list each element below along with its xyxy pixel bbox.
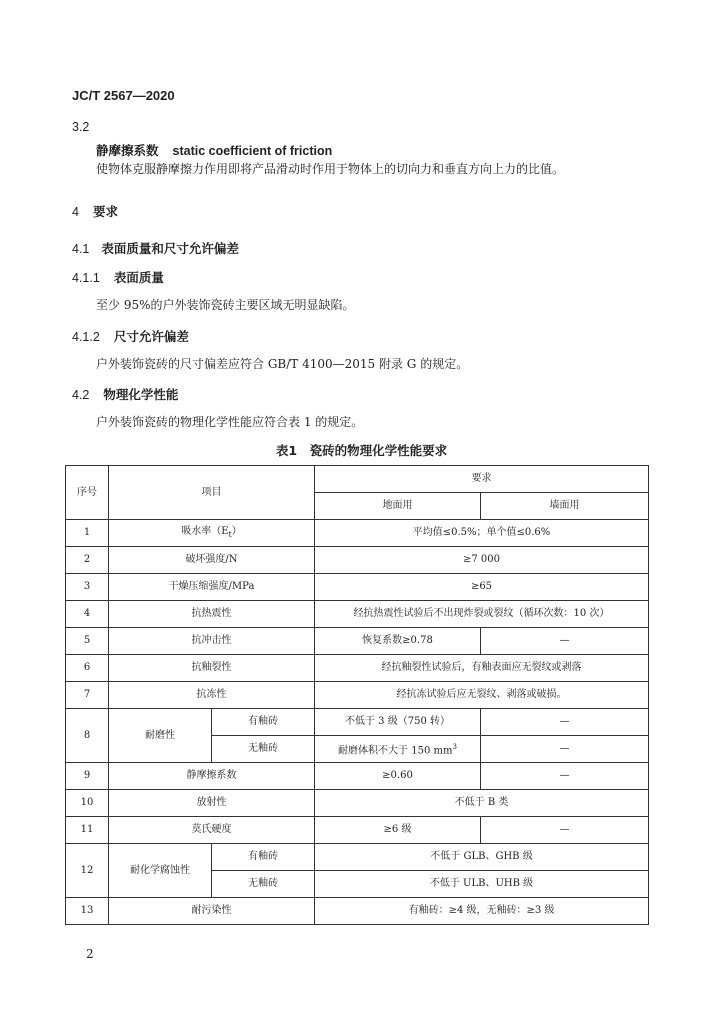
row-wall: — xyxy=(481,628,649,655)
table-row xyxy=(66,601,649,628)
row-wall: — xyxy=(481,817,649,844)
row-subitem: 无釉砖 xyxy=(212,871,315,898)
row-no: 1 xyxy=(66,520,109,547)
row-subitem: 有釉砖 xyxy=(212,709,315,736)
row-value: 经抗热震性试验后不出现炸裂或裂纹（循环次数：10 次） xyxy=(315,601,649,628)
row-value: 不低于 ULB、UHB 级 xyxy=(315,871,649,898)
row-item: 抗釉裂性 xyxy=(109,655,315,682)
section-4-title: 要求 xyxy=(92,204,118,219)
row-floor: 不低于 3 级（750 转） xyxy=(315,709,481,736)
table-row xyxy=(66,574,649,601)
section-4-1-title: 表面质量和尺寸允许偏差 xyxy=(101,241,239,256)
row-no: 2 xyxy=(66,547,109,574)
row-item xyxy=(109,520,315,547)
row-wall: — xyxy=(481,709,649,736)
section-3-2-number: 3.2 xyxy=(72,120,90,134)
table-row xyxy=(66,709,649,736)
row-item: 破坏强度/N xyxy=(109,547,315,574)
row-value: ≥7 000 xyxy=(315,547,649,574)
row-value: 经抗冻试验后应无裂纹、剥落或破损。 xyxy=(315,682,649,709)
row-floor: 恢复系数≥0.78 xyxy=(315,628,481,655)
row-subitem: 有釉砖 xyxy=(212,844,315,871)
section-3-2-term xyxy=(96,140,332,159)
header-item: 项目 xyxy=(109,466,315,520)
term-en: static coefficient of friction xyxy=(172,144,333,158)
section-4-1-2-title: 尺寸允许偏差 xyxy=(113,329,189,344)
table-row xyxy=(66,763,649,790)
section-4-2-number: 4.2 xyxy=(72,388,90,402)
row-item: 抗冲击性 xyxy=(109,628,315,655)
table-row xyxy=(66,655,649,682)
item-text: 吸水率（E xyxy=(181,525,229,537)
table-row xyxy=(66,790,649,817)
row-no: 8 xyxy=(66,709,109,763)
row-item: 静摩擦系数 xyxy=(109,763,315,790)
row-item: 抗热震性 xyxy=(109,601,315,628)
table-row xyxy=(66,547,649,574)
row-value: 有釉砖：≥4 级，无釉砖：≥3 级 xyxy=(315,898,649,925)
row-no: 3 xyxy=(66,574,109,601)
floor-superscript: 3 xyxy=(452,742,457,751)
row-floor: ≥6 级 xyxy=(315,817,481,844)
header-requirement: 要求 xyxy=(315,466,649,493)
row-value: ≥65 xyxy=(315,574,649,601)
row-no: 4 xyxy=(66,601,109,628)
row-item: 干燥压缩强度/MPa xyxy=(109,574,315,601)
section-4-1-1-heading xyxy=(72,267,164,286)
row-no: 6 xyxy=(66,655,109,682)
row-no: 12 xyxy=(66,844,109,898)
row-wall: — xyxy=(481,736,649,763)
item-text-end: ） xyxy=(231,525,242,537)
floor-text: 耐磨体积不大于 150 mm xyxy=(338,745,453,757)
term-cn: 静摩擦系数 xyxy=(96,143,159,158)
row-item: 抗冻性 xyxy=(109,682,315,709)
row-wall: — xyxy=(481,763,649,790)
table-caption: 表1 瓷砖的物理化学性能要求 xyxy=(275,443,448,458)
row-floor: ≥0.60 xyxy=(315,763,481,790)
section-4-1-heading xyxy=(72,238,239,257)
section-4-1-1-number: 4.1.1 xyxy=(72,271,100,285)
section-4-number: 4 xyxy=(72,205,79,219)
section-4-1-1-title: 表面质量 xyxy=(113,270,164,285)
section-4-2-heading xyxy=(72,384,178,403)
table-row xyxy=(66,844,649,871)
row-value: 平均值≤0.5%；单个值≤0.6% xyxy=(315,520,649,547)
properties-table xyxy=(65,465,649,925)
header-floor: 地面用 xyxy=(315,493,481,520)
section-4-2-title: 物理化学性能 xyxy=(103,387,179,402)
item-subscript: t xyxy=(228,529,232,539)
row-item: 耐磨性 xyxy=(109,709,212,763)
section-4-2-text: 户外装饰瓷砖的物理化学性能应符合表 1 的规定。 xyxy=(96,415,364,429)
section-4-1-number: 4.1 xyxy=(72,242,90,256)
row-no: 9 xyxy=(66,763,109,790)
table-row xyxy=(66,817,649,844)
section-4-1-2-number: 4.1.2 xyxy=(72,330,100,344)
section-4-1-2-text: 户外装饰瓷砖的尺寸偏差应符合 GB/T 4100—2015 附录 G 的规定。 xyxy=(96,357,469,371)
section-4-1-2-heading xyxy=(72,326,189,345)
standard-code: JC/T 2567—2020 xyxy=(72,88,175,103)
row-no: 10 xyxy=(66,790,109,817)
table-row xyxy=(66,520,649,547)
page-number: 2 xyxy=(86,947,94,961)
row-no: 5 xyxy=(66,628,109,655)
table-row xyxy=(66,682,649,709)
row-floor xyxy=(315,736,481,763)
section-4-1-1-text: 至少 95%的户外装饰瓷砖主要区域无明显缺陷。 xyxy=(96,298,355,312)
row-no: 7 xyxy=(66,682,109,709)
row-item: 耐化学腐蚀性 xyxy=(109,844,212,898)
row-item: 莫氏硬度 xyxy=(109,817,315,844)
table-row xyxy=(66,898,649,925)
row-value: 经抗釉裂性试验后，有釉表面应无裂纹或剥落 xyxy=(315,655,649,682)
row-item: 放射性 xyxy=(109,790,315,817)
header-no: 序号 xyxy=(66,466,109,520)
row-no: 13 xyxy=(66,898,109,925)
row-value: 不低于 B 类 xyxy=(315,790,649,817)
row-no: 11 xyxy=(66,817,109,844)
section-4-heading xyxy=(72,201,118,220)
header-wall: 墙面用 xyxy=(481,493,649,520)
table-row xyxy=(66,628,649,655)
row-value: 不低于 GLB、GHB 级 xyxy=(315,844,649,871)
row-item: 耐污染性 xyxy=(109,898,315,925)
row-subitem: 无釉砖 xyxy=(212,736,315,763)
section-3-2-definition: 使物体克服静摩擦力作用即将产品滑动时作用于物体上的切向力和垂直方向上力的比值。 xyxy=(96,162,565,176)
table-header-row xyxy=(66,466,649,493)
